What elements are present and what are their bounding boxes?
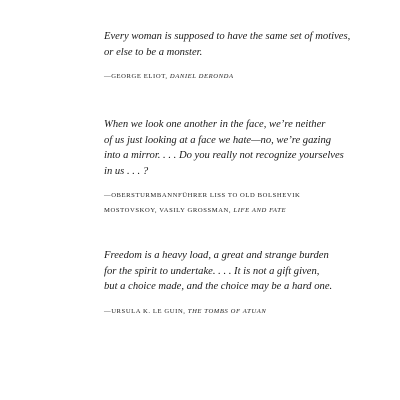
quote-line: but a choice made, and the choice may be a hard one. xyxy=(104,281,333,292)
attribution-work: DANIEL DERONDA xyxy=(169,73,234,80)
epigraph-eliot xyxy=(104,29,354,84)
epigraph-attribution xyxy=(104,304,354,319)
attribution-line xyxy=(104,203,354,218)
quote-line: or else to be a monster. xyxy=(104,46,203,58)
attribution-author: —GEORGE ELIOT, xyxy=(104,73,170,80)
quote-line: in us . . . ? xyxy=(104,165,149,177)
epigraph-attribution xyxy=(104,69,354,84)
quote-line: of us just looking at a face we hate—no, we’re gazing xyxy=(104,134,332,146)
quote-line: for the spirit to undertake. . . . It is not a gift given, xyxy=(104,265,320,277)
attribution-author: —URSULA K. LE GUIN, xyxy=(104,307,188,315)
epigraph-quote xyxy=(104,248,354,295)
quote-line: Freedom is a heavy load, a great and strange burden xyxy=(104,250,329,261)
epigraph-le-guin xyxy=(104,248,354,319)
attribution-work: LIFE AND FATE xyxy=(233,207,287,214)
quote-line: into a mirror. . . . Do you really not recognize yourselves xyxy=(104,150,344,161)
attribution-author: —OBERSTURMBANNFÜHRER LISS TO OLD BOLSHEVIK xyxy=(104,192,301,199)
epigraph-grossman xyxy=(104,117,354,218)
attribution-line xyxy=(104,69,354,84)
epigraph-quote xyxy=(104,29,354,60)
attribution-line xyxy=(104,188,354,203)
attribution-author: MOSTOVSKOY, VASILY GROSSMAN, xyxy=(104,207,234,214)
epigraph-attribution xyxy=(104,188,354,218)
epigraph-quote xyxy=(104,117,354,179)
attribution-work: THE TOMBS OF ATUAN xyxy=(187,307,267,315)
quote-line: Every woman is supposed to have the same set of motives, xyxy=(104,31,351,42)
attribution-line xyxy=(104,304,354,319)
quote-line: When we look one another in the face, we’re neither xyxy=(104,119,326,130)
